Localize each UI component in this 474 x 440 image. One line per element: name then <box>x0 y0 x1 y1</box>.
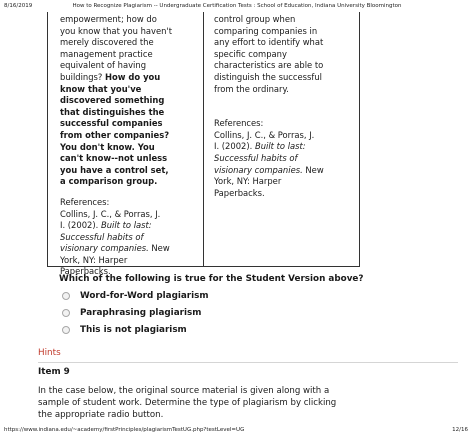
text-run: discovered something <box>60 95 165 106</box>
item-instructions <box>38 385 458 422</box>
text-line <box>60 118 200 130</box>
student-version-cell <box>60 14 200 278</box>
item-heading: Item 9 <box>38 367 70 377</box>
text-run: that distinguishes the <box>60 106 165 117</box>
text-run: visionary companies. <box>60 243 149 254</box>
text-line <box>214 72 356 84</box>
text-run: I. (2002). <box>214 141 255 152</box>
original-source-cell <box>214 14 356 199</box>
text-run: equivalent of having <box>60 60 147 71</box>
question-prompt: Which of the following is true for the Student Version above? <box>59 274 364 284</box>
option-label: Paraphrasing plagiarism <box>80 308 202 318</box>
hints-link[interactable]: Hints <box>38 348 61 358</box>
original-source-text <box>214 14 356 95</box>
text-line <box>214 130 356 142</box>
text-run: Paperbacks. <box>214 187 265 198</box>
option-not-plagiarism[interactable] <box>62 323 187 337</box>
text-line <box>60 60 200 72</box>
instruction-line: sample of student work. Determine the type of plagiarism by clicking <box>38 398 337 409</box>
text-line <box>60 49 200 61</box>
instruction-line: In the case below, the original source material is given along with a <box>38 386 330 396</box>
text-line <box>214 118 356 130</box>
text-line <box>60 165 200 177</box>
text-line <box>60 107 200 119</box>
text-line <box>60 95 200 107</box>
text-run: know that you've <box>60 83 142 94</box>
text-run: How do you <box>105 71 161 82</box>
text-line <box>60 130 200 142</box>
text-run: Collins, J. C., & Porras, J. <box>60 208 161 219</box>
text-run: buildings? <box>60 71 106 82</box>
text-line <box>60 255 200 267</box>
text-line <box>214 141 356 153</box>
option-word-for-word[interactable] <box>62 289 209 303</box>
text-run: Successful habits of <box>214 152 298 163</box>
text-line <box>214 153 356 165</box>
option-label: This is not plagiarism <box>80 325 187 335</box>
text-run: York, NY: Harper <box>214 176 282 187</box>
text-line <box>60 26 200 38</box>
text-run: you know that you haven't <box>60 25 173 36</box>
page-url: https://www.indiana.edu/~academy/firstPrinciples/plagiarismTestUG.php?testLevel=UG <box>4 427 245 433</box>
text-line <box>60 84 200 96</box>
text-run: from the ordinary. <box>214 83 289 94</box>
column-divider <box>203 12 204 266</box>
comparison-table <box>47 12 360 277</box>
text-run: Paperbacks. <box>60 266 111 277</box>
text-line <box>60 14 200 26</box>
instruction-line: the appropriate radio button. <box>38 410 164 421</box>
section-divider <box>38 362 458 363</box>
option-label: Word-for-Word plagiarism <box>80 291 209 301</box>
text-run: New <box>302 164 324 175</box>
text-line <box>214 165 356 177</box>
text-line <box>60 209 200 221</box>
text-line <box>60 220 200 232</box>
text-run: distinguish the successful <box>214 71 322 82</box>
text-run: management practice <box>60 48 153 59</box>
text-line <box>60 176 200 188</box>
student-version-references <box>60 197 200 278</box>
text-line <box>214 26 356 38</box>
radio-button[interactable] <box>62 292 70 300</box>
text-run: you have a control set, <box>60 164 169 175</box>
radio-button[interactable] <box>62 326 70 334</box>
text-line <box>214 84 356 96</box>
text-run: merely discovered the <box>60 37 154 48</box>
text-line <box>60 153 200 165</box>
print-footer <box>0 427 474 437</box>
text-run: I. (2002). <box>60 220 101 231</box>
text-run: visionary companies. <box>214 164 303 175</box>
text-line <box>60 142 200 154</box>
text-line <box>214 176 356 188</box>
text-run: Successful habits of <box>60 231 144 242</box>
text-run: a comparison group. <box>60 176 158 187</box>
text-line <box>60 197 200 209</box>
text-run: from other companies? <box>60 129 170 140</box>
text-run: control group when <box>214 14 296 24</box>
text-run: York, NY: Harper <box>60 254 128 265</box>
radio-button[interactable] <box>62 309 70 317</box>
text-line <box>214 60 356 72</box>
text-run: empowerment; how do <box>60 14 157 24</box>
text-line <box>214 188 356 200</box>
text-line <box>214 37 356 49</box>
text-run: comparing companies in <box>214 25 318 36</box>
text-line <box>214 14 356 26</box>
student-version-text <box>60 14 200 188</box>
text-run: References: <box>60 196 110 207</box>
print-date: 8/16/2019 <box>4 3 33 9</box>
text-run: any effort to identify what <box>214 37 324 48</box>
text-line <box>214 49 356 61</box>
text-run: specific company <box>214 48 287 59</box>
text-run: characteristics are able to <box>214 60 324 71</box>
text-run: New <box>148 243 170 254</box>
text-line <box>60 243 200 255</box>
text-line <box>60 232 200 244</box>
original-source-references <box>214 118 356 199</box>
text-run: successful companies <box>60 118 163 129</box>
text-run: Built to last: <box>254 141 306 152</box>
text-line <box>60 37 200 49</box>
page-number: 12/16 <box>452 427 468 433</box>
text-run: Collins, J. C., & Porras, J. <box>214 129 315 140</box>
print-page-title: How to Recognize Plagiarism -- Undergraduate Certification Tests : School of Education, Indiana University Bloomington <box>72 3 402 9</box>
text-run: Built to last: <box>100 220 152 231</box>
option-paraphrasing[interactable] <box>62 306 201 320</box>
text-run: References: <box>214 118 264 129</box>
text-line <box>60 72 200 84</box>
text-run: can't know--not unless <box>60 153 168 164</box>
text-run: You don't know. You <box>60 141 155 152</box>
